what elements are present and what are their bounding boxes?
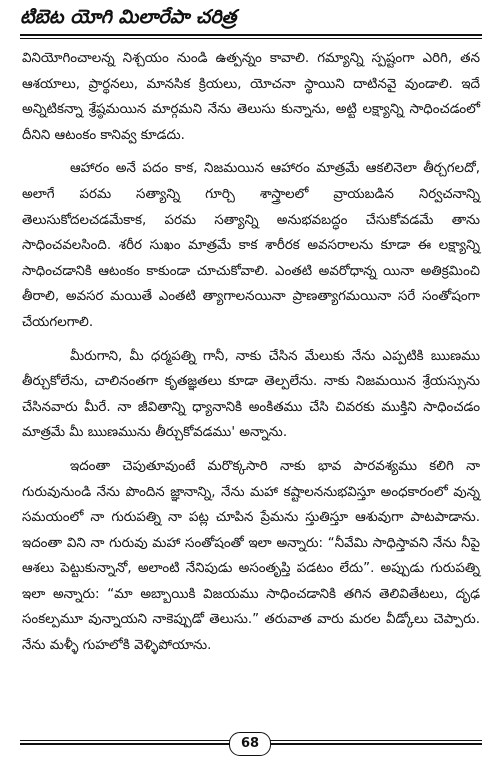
paragraph: మీరుగాని, మీ ధర్మపత్ని గానీ, నాకు చేసిన మేలుకు నేను ఎప్పటికి ఋణము తీర్చుకోలేను, చాలినంతగా కృతజ్ఞతలు కూడా తెల్పలేను. నాకు నిజమయిన శ్రేయస్సును చేసినవారు మీరే. నా జీవితాన్ని ధ్యానానికి అంకితము చేసి చివరకు ముక్తిని సాధించడం మాత్రమే మీ ఋణమును తీర్చుకోవడము' అన్నాను. xyxy=(22,348,480,441)
paragraph: ఆహారం అనే పదం కాక, నిజమయిన ఆహారం మాత్రమే ఆకలినెలా తీర్చగలదో, అలాగే పరమ సత్యాన్ని గూర్చి శాస్త్రాలలో వ్రాయబడిన నిర్వచనాన్ని తెలుసుకోదలచడమేకాక, పరమ సత్యాన్ని అనుభవబద్ధం చేసుకోవడమే తాను సాధించవలసింది. శరీర సుఖం మాత్రమే కాక శారీరక అవసరాలను కూడా ఈ లక్ష్యాన్ని సాధించడానికి ఆటంకం కాకుండా చూచుకోవాలి. ఎంతటి అవరోధాన్న యినా అతిక్రమించి తీరాలి, అవసర మయితే ఎంతటి త్యాగాలనయినా ప్రాణత్యాగమయినా సరే సంతోషంగా చేయగలగాలి. xyxy=(22,161,480,330)
book-title: టిబెట యోగి మిలారేపా చరిత్ర xyxy=(20,6,237,28)
body-text xyxy=(22,46,480,667)
header-rule-thin xyxy=(20,38,482,39)
paragraph: ఇదంతా చెపుతూవుంటే మరొక్కసారి నాకు భావ పారవశ్యము కలిగి నా గురువునుండి నేను పొందిన జ్ఞానాన్ని, నేను మహా కష్టాలననుభవిస్తూ అంధకారంలో వున్న సమయంలో నా గురుపత్ని నా పట్ల చూపిన ప్రేమను స్తుతిస్తూ ఆశువుగా పాటపాడాను. ఇదంతా విని నా గురువు మహా సంతోషంతో ఇలా అన్నారు: “నీవేమి సాధిస్తావని నేను నీపై ఆశలు పెట్టుకున్నానో, అలాంటి నేనిపుడు అసంతృప్తి పడటం లేదు”. అప్పుడు గురుపత్ని ఇలా అన్నారు: “మా అబ్బాయికి విజయము సాధించడానికి తగిన తెలివితేటలు, దృఢ సంకల్పమూ వున్నాయని నాకెప్పుడో తెలుసు.” తరువాత వారు మరల వీడ్కోలు చెప్పారు. నేను మళ్ళీ గుహలోకి వెళ్ళిపోయాను. xyxy=(22,458,480,654)
running-header xyxy=(20,4,482,32)
paragraph: వినియోగించాలన్న నిశ్చయం నుండి ఉత్పన్నం కావాలి. గమ్యాన్ని స్పష్టంగా ఎరిగి, తన ఆశయాలు, ప్రార్థనలు, మానసిక క్రియలు, యోచనా స్థాయిని దాటినవై వుండాలి. ఇదే అన్నిటికన్నా శ్రేష్ఠమయిన మార్గమని నేను తెలుసు కున్నాను, అట్టి లక్ష్యాన్ని సాధించడంలో దీనిని ఆటంకం కానివ్వ కూడదు. xyxy=(22,51,480,143)
header-rule xyxy=(20,34,482,36)
page-number: 68 xyxy=(229,732,271,756)
